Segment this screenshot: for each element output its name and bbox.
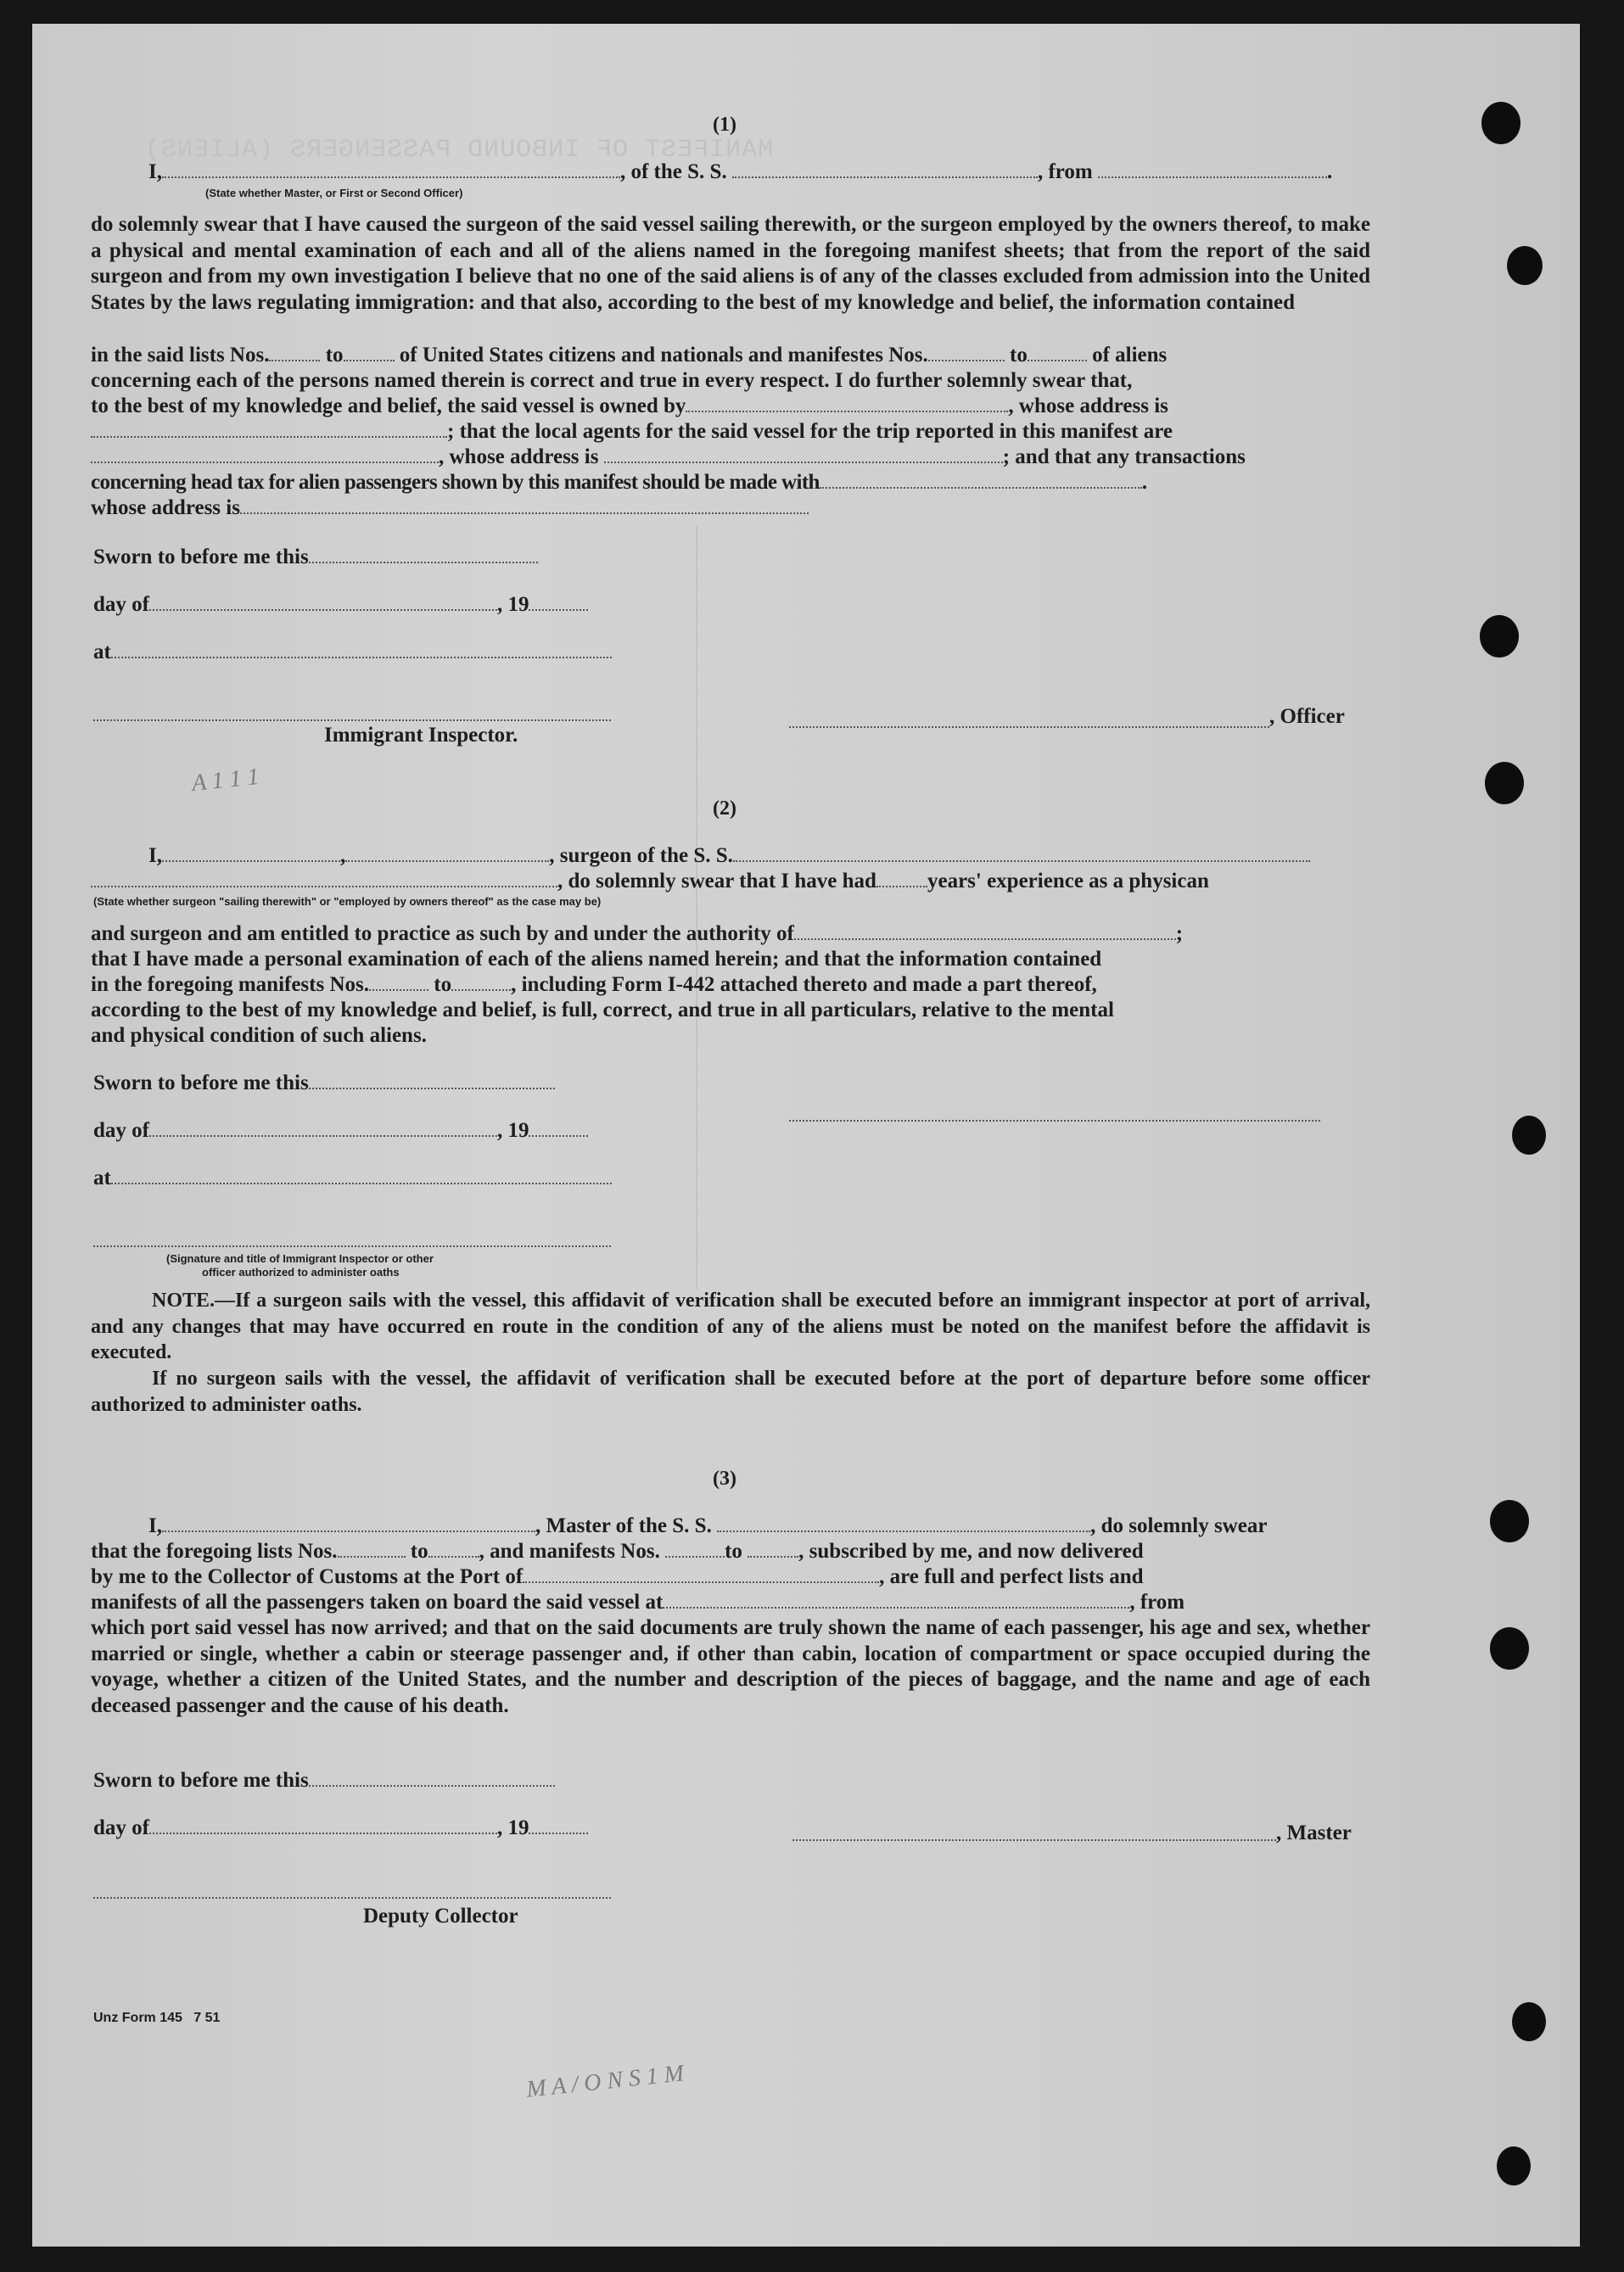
section-1-sworn-field[interactable] [309, 545, 538, 563]
section-3-collector-line: by me to the Collector of Customs at the Port of , are full and perfect lists and [91, 1565, 1144, 1588]
section-2-heading: (2) [713, 797, 736, 820]
section-3-master-signature-line[interactable] [792, 1839, 1276, 1841]
punch-hole [1512, 2002, 1546, 2041]
section-3-master-label: , Master [1276, 1822, 1352, 1844]
owner-field[interactable] [686, 394, 1008, 412]
section-1-paragraph: do solemnly swear that I have caused the surgeon of the said vessel sailing therewith, or the surgeon employed by the owners thereof, to make a physical and mental examination of each and all of the aliens named in the foregoing manifest sheets; that from the report of the said surgeon and from my own investigation I believe that no one of the said aliens is of any of the classes excluded from admission into the United States by the laws regulating immigration: and that also, according to the best of my knowledge and belief, the information contained [91, 213, 1370, 314]
agents-field[interactable] [91, 445, 439, 463]
surgeon-detail-field[interactable] [91, 869, 557, 887]
section-2-sworn: Sworn to before me this [93, 1071, 555, 1096]
section-2-years-line: , do solemnly swear that I have had years' experience as a physican [91, 869, 1209, 894]
section-2-at: at [93, 1166, 612, 1191]
punch-hole [1480, 615, 1519, 658]
section-3-year-field[interactable] [529, 1816, 588, 1834]
port-field[interactable] [523, 1564, 879, 1583]
section-1-sworn: Sworn to before me this [93, 545, 538, 570]
section-3-heading: (3) [713, 1468, 736, 1490]
section-3-lists-to-field[interactable] [428, 1539, 479, 1558]
punch-hole [1512, 1116, 1546, 1155]
section-1-agents-line: ; that the local agents for the said vessel for the trip reported in this manifest are [91, 419, 1173, 445]
note-paragraph-1: NOTE.—If a surgeon sails with the vessel, this affidavit of verification shall be executed before an immigrant inspector at port of arrival, and any changes that may have occurred en route in the condition of any of the aliens must be noted on the manifest before the affidavit is executed. [91, 1290, 1370, 1363]
section-1-owned-line: to the best of my knowledge and belief, the said vessel is owned by , whose address is [91, 395, 1168, 417]
authority-field[interactable] [794, 921, 1176, 940]
manifests-to-field[interactable] [1028, 343, 1087, 361]
surgeon-status-field[interactable] [345, 843, 549, 862]
form-number: Unz Form 145 7 51 [93, 2011, 221, 2025]
section-1-at-field[interactable] [111, 640, 612, 658]
section-3-vessel-field[interactable] [717, 1514, 1090, 1532]
section-1-inspector-label: Immigrant Inspector. [324, 724, 518, 747]
note-paragraph-2: If no surgeon sails with the vessel, the affidavit of verification shall be executed before at the port of departure before some officer authorized to administer oaths. [91, 1368, 1370, 1416]
punch-hole [1490, 1627, 1529, 1670]
vessel-name-field[interactable] [732, 159, 1038, 178]
lists-to-field[interactable] [344, 343, 395, 361]
section-2-year-field[interactable] [529, 1118, 588, 1137]
section-1-officer-signature-line[interactable] [789, 726, 1269, 728]
section-2-best-line: according to the best of my knowledge and belief, is full, correct, and true in all particulars, relative to the mental [91, 999, 1114, 1021]
section-3-manifests-from-field[interactable] [665, 1539, 725, 1558]
section-2-condition-line: and physical condition of such aliens. [91, 1024, 427, 1047]
section-3-deputy-label: Deputy Collector [363, 1905, 518, 1928]
section-3-sworn: Sworn to before me this [93, 1768, 555, 1794]
agents-address-field[interactable] [604, 445, 1003, 463]
section-2-signature-note-1: (Signature and title of Immigrant Inspector or other [166, 1252, 434, 1265]
section-1-address-line: whose address is [91, 495, 809, 521]
section-3-day-field[interactable] [149, 1816, 497, 1834]
section-1-day: day of , 19 [93, 592, 588, 618]
officer-title-field[interactable] [162, 159, 620, 178]
handwritten-mark: M A / O N S 1 M [524, 2060, 686, 2103]
section-3-intro: I, , Master of the S. S. , do solemnly swear [148, 1514, 1268, 1537]
section-2-day: day of , 19 [93, 1118, 588, 1144]
section-2-vessel-field[interactable] [733, 843, 1310, 862]
handwritten-mark: A 1 1 1 [190, 763, 260, 797]
section-2-intro: I, , , surgeon of the S. S. [148, 843, 1310, 869]
from-port-field[interactable] [1098, 159, 1327, 178]
punch-hole [1497, 2146, 1531, 2185]
section-3-sworn-field[interactable] [309, 1768, 555, 1787]
section-2-inspector-signature-line[interactable] [93, 1245, 611, 1247]
surgeon-name-field[interactable] [162, 843, 340, 862]
section-2-manifests-line: in the foregoing manifests Nos. to , including Form I-442 attached thereto and made a part thereof, [91, 973, 1097, 996]
punch-hole [1485, 762, 1524, 804]
section-3-paragraph: which port said vessel has now arrived; and that on the said documents are truly shown the name of each passenger, his age and sex, whether married or single, whether a cabin or steerage passenger and, if other than cabin, location of compartment or space occupied during the voyage, whether a citizen of the United States, and the number and description of the pieces of baggage, and the name and age of each deceased passenger and the cause of his death. [91, 1616, 1370, 1717]
punch-hole [1507, 246, 1543, 285]
section-1-concerning-line: concerning each of the persons named therein is correct and true in every respect. I do further solemnly swear that, [91, 369, 1133, 392]
section-3-collector-signature-line[interactable] [93, 1897, 611, 1899]
section-1-year-field[interactable] [529, 592, 588, 611]
section-1-intro: I, , of the S. S. , from . [148, 160, 1333, 183]
section-2-manifests-from-field[interactable] [369, 972, 428, 991]
bleed-through-text: MANIFEST OF INBOUND PASSENGERS (ALIENS) [144, 136, 774, 165]
master-name-field[interactable] [162, 1514, 535, 1532]
section-3-day: day of , 19 [93, 1816, 588, 1841]
section-2-authority-line: and surgeon and am entitled to practice as such by and under the authority of ; [91, 922, 1184, 945]
lists-from-field[interactable] [269, 343, 320, 361]
section-2-day-field[interactable] [149, 1118, 497, 1137]
section-2-surgeon-note: (State whether surgeon "sailing therewith" or "employed by owners thereof" as the case may be) [93, 895, 602, 908]
section-1-officer-label: , Officer [1269, 705, 1345, 728]
section-3-lists-from-field[interactable] [338, 1539, 406, 1558]
embark-port-field[interactable] [663, 1590, 1129, 1609]
section-2-at-field[interactable] [111, 1166, 612, 1184]
section-3-lists-line: that the foregoing lists Nos. to , and manifests Nos. to , subscribed by me, and now delivered [91, 1540, 1144, 1563]
years-experience-field[interactable] [876, 869, 927, 887]
section-2-surgeon-signature-line[interactable] [789, 1120, 1320, 1122]
section-1-at: at [93, 640, 612, 665]
section-1-whose-line: , whose address is ; and that any transactions [91, 445, 1246, 470]
section-1-officer-note: (State whether Master, or First or Second Officer) [205, 187, 463, 199]
section-2-sworn-field[interactable] [309, 1071, 555, 1089]
headtax-field[interactable] [820, 470, 1142, 489]
section-2-signature-note-2: officer authorized to administer oaths [202, 1266, 400, 1279]
section-2-manifests-to-field[interactable] [451, 972, 511, 991]
owner-address-field[interactable] [91, 419, 447, 438]
headtax-address-field[interactable] [240, 495, 809, 514]
punch-hole [1481, 102, 1520, 144]
section-3-manifests-to-field[interactable] [748, 1539, 798, 1558]
section-1-heading: (1) [713, 114, 736, 136]
section-2-exam-line: that I have made a personal examination of each of the aliens named herein; and that the information contained [91, 948, 1102, 971]
section-1-inspector-signature-line[interactable] [93, 719, 611, 721]
section-1-headtax-line: concerning head tax for alien passengers shown by this manifest should be made with . [91, 471, 1147, 494]
section-3-manifests-line: manifests of all the passengers taken on board the said vessel at , from [91, 1591, 1185, 1614]
section-1-day-field[interactable] [149, 592, 497, 611]
section-1-lists-line: in the said lists Nos. to of United States citizens and nationals and manifestes Nos. to of aliens [91, 344, 1168, 367]
punch-hole [1490, 1500, 1529, 1542]
manifests-from-field[interactable] [928, 343, 1005, 361]
bleed-through-table [696, 526, 1376, 1290]
